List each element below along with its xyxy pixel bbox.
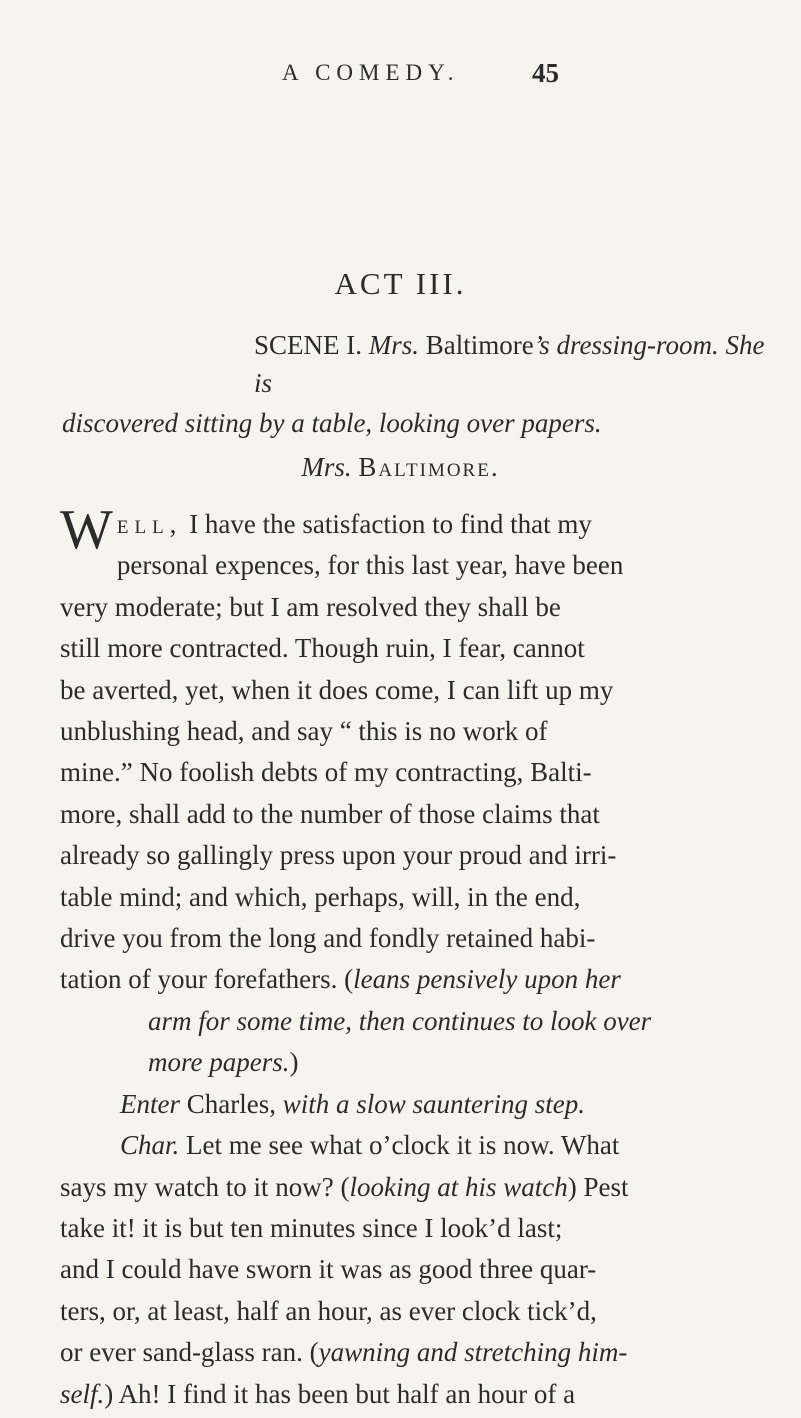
enter-word: Enter xyxy=(120,1088,180,1119)
speech-line: and I could have sworn it was as good three quar- xyxy=(60,1254,597,1285)
scene-place: dressing-room. xyxy=(556,330,719,360)
act-heading: ACT III. xyxy=(334,266,467,301)
page-number: 45 xyxy=(532,58,559,88)
running-head xyxy=(0,58,801,92)
stage-direction-close: ) xyxy=(289,1047,299,1078)
stage-direction-italic: yawning and stretching him- xyxy=(318,1337,628,1368)
charles-paragraph xyxy=(60,1125,750,1415)
speech-line: table mind; and which, perhaps, will, in the end, xyxy=(60,881,581,912)
first-word: ell, xyxy=(116,509,183,539)
speech-line: ) Ah! I find it has been but half an hour of a xyxy=(104,1378,576,1409)
stage-direction-italic: leans pensively upon her xyxy=(353,964,621,995)
scene-character-name: Baltimore xyxy=(425,330,534,360)
scene-name-suffix: ’s xyxy=(533,330,550,360)
speech-line: tation of your forefathers. ( xyxy=(60,964,354,995)
speech-line: ) Pest xyxy=(567,1171,629,1202)
enter-character: Charles, xyxy=(186,1088,276,1119)
enter-manner: with a slow sauntering step. xyxy=(282,1088,586,1119)
scene-mrs: Mrs. xyxy=(368,330,420,360)
speech-line: very moderate; but I am resolved they shall be xyxy=(60,591,561,622)
speech-line: still more contracted. Though ruin, I fear, cannot xyxy=(60,633,585,664)
speech-line: be averted, yet, when it does come, I can lift up my xyxy=(60,674,614,705)
speaker-mrs: Mrs. xyxy=(301,452,352,482)
speech-line: more, shall add to the number of those claims that xyxy=(60,798,600,829)
speech-line: drive you from the long and fondly retained habi- xyxy=(60,923,596,954)
charles-speaker: Char. xyxy=(120,1130,180,1161)
stage-direction-italic: self. xyxy=(60,1378,105,1409)
running-title: A COMEDY. xyxy=(282,60,460,85)
drop-cap: W xyxy=(60,499,113,561)
scene-description-line1: She is xyxy=(254,330,765,398)
speech-line: I have the satisfaction to find that my xyxy=(189,509,592,539)
speech-line: says my watch to it now? ( xyxy=(60,1171,350,1202)
stage-direction-italic: more papers. xyxy=(148,1047,290,1078)
enter-direction xyxy=(60,1084,750,1125)
stage-direction-italic: arm for some time, then continues to look over xyxy=(148,1005,652,1036)
speech-paragraph xyxy=(60,499,750,1001)
speech-line: take it! it is but ten minutes since I look’d last; xyxy=(60,1212,563,1243)
speech-line: personal expences, for this last year, have been xyxy=(116,550,624,581)
speech-line: or ever sand-glass ran. ( xyxy=(60,1337,319,1368)
speaker-name: Baltimore. xyxy=(358,452,500,482)
stage-direction-italic: looking at his watch xyxy=(349,1171,568,1202)
speech-line: unblushing head, and say “ this is no work of xyxy=(60,716,548,747)
speech-line: mine.” No foolish debts of my contracting, Balti- xyxy=(60,757,592,788)
stage-direction-continuation xyxy=(60,1001,750,1084)
speaker-heading xyxy=(0,452,801,483)
speech-line: already so gallingly press upon your proud and irri- xyxy=(60,840,617,871)
scene-description-line2: discovered sitting by a table, looking over papers. xyxy=(62,408,602,438)
speech-line: ters, or, at least, half an hour, as ever clock tick’d, xyxy=(60,1295,597,1326)
body-text xyxy=(60,499,750,1415)
speech-line: Let me see what o’clock it is now. What xyxy=(186,1130,620,1161)
scene-number: SCENE I. xyxy=(254,330,362,360)
scene-heading xyxy=(62,326,774,442)
